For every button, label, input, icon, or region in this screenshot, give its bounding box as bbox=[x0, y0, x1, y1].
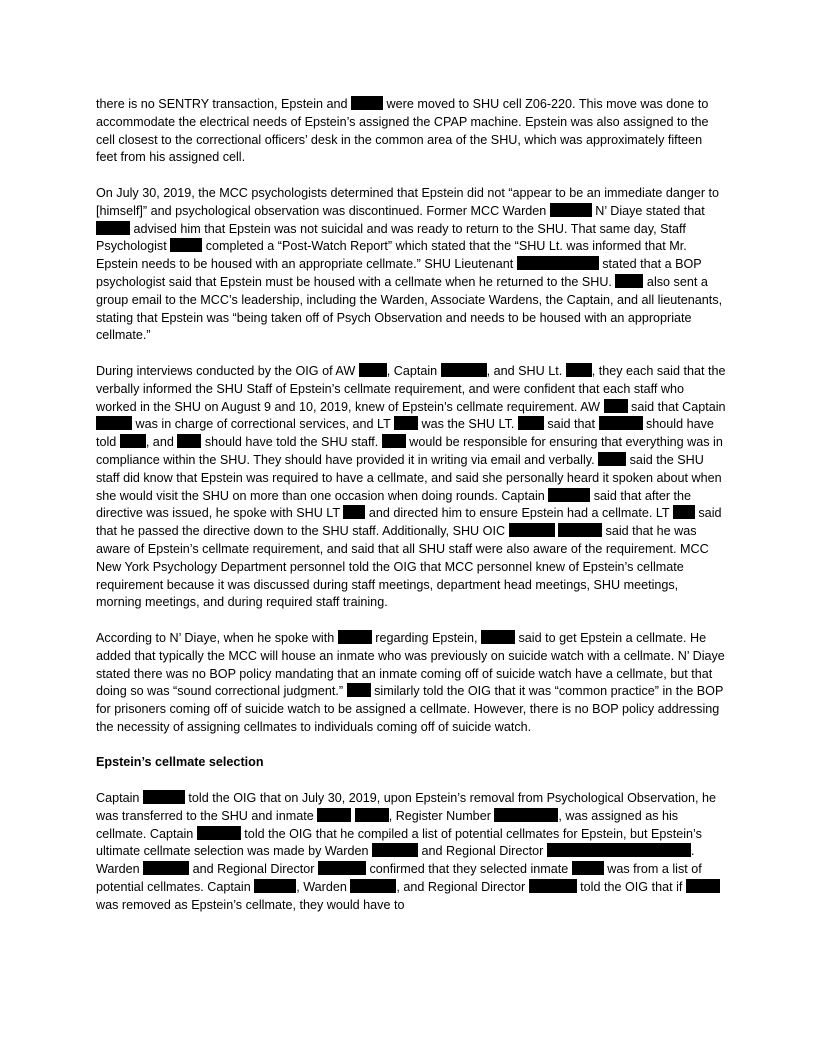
redaction-box bbox=[351, 96, 383, 110]
redaction-box bbox=[170, 238, 202, 252]
redaction-box bbox=[566, 363, 592, 377]
paragraph-oig-interviews: During interviews conducted by the OIG of AW , Captain , and SHU Lt. , they each said that the verbally informed the SHU Staff of Epstein’s cellmate requirement, and were confident that each staff who worked in the SHU on August 9 and 10, 2019, knew of Epstein’s cellmate requirement. AW said that Captain was in charge of correctional services, and LT was the SHU LT. said that should have told , and should have told the SHU staff. would be responsible for ensuring that everything was in compliance within the SHU. They should have provided it in writing via email and verbally. said the SHU staff did know that Epstein was required to have a cellmate, and said she personally heard it spoken about when she would visit the SHU on more than one occasion when doing rounds. Captain said that after the directive was issued, he spoke with SHU LT and directed him to ensure Epstein had a cellmate. LT said that he passed the directive down to the SHU staff. Additionally, SHU OIC said that he was aware of Epstein’s cellmate requirement, and said that all SHU staff were also aware of the requirement. MCC New York Psychology Department personnel told the OIG that MCC personnel knew of Epstein’s cellmate requirement because it was discussed during staff meetings, department head meetings, SHU meetings, morning meetings, and during required staff training. bbox=[96, 363, 726, 610]
redaction-box bbox=[509, 523, 555, 537]
redaction-box bbox=[598, 452, 626, 466]
redaction-box bbox=[317, 808, 351, 822]
paragraph-cellmate-selection: Captain told the OIG that on July 30, 2019, upon Epstein’s removal from Psychological Observation, he was transferred to the SHU and inmate , Register Number , was assigned as his cellmate. Captain told the OIG that he compiled a list of potential cellmates for Epstein, but Epstein’s ultimate cellmate selection was made by Warden and Regional Director . Warden and Regional Director confirmed that they selected inmate was from a list of potential cellmates. Captain , Warden , and Regional Director told the OIG that if was removed as Epstein’s cellmate, they would have to bbox=[96, 790, 726, 915]
redaction-box bbox=[394, 416, 418, 430]
redaction-box bbox=[254, 879, 296, 893]
redaction-box bbox=[350, 879, 396, 893]
redaction-box bbox=[550, 203, 592, 217]
redaction-box bbox=[547, 843, 691, 857]
redaction-box bbox=[673, 505, 695, 519]
document-page bbox=[96, 96, 726, 932]
paragraph-cpap-cell-move: there is no SENTRY transaction, Epstein and were moved to SHU cell Z06-220. This move was done to accommodate the electrical needs of Epstein’s assigned the CPAP machine. Epstein was also assigned to the cell closest to the correctional officers’ desk in the common area of the SHU, which was approximately fifteen feet from his assigned cell. bbox=[96, 97, 709, 165]
redaction-box bbox=[604, 399, 628, 413]
redaction-box bbox=[572, 861, 604, 875]
redaction-box bbox=[197, 826, 241, 840]
redaction-box bbox=[441, 363, 487, 377]
redaction-box bbox=[372, 843, 418, 857]
paragraph-ndiaye-cellmate-practice: According to N’ Diaye, when he spoke with regarding Epstein, said to get Epstein a cellmate. He added that typically the MCC will house an inmate who was previously on suicide watch with a cellmate. N’ Diaye stated there was no BOP policy mandating that an inmate coming off of suicide watch have a cellmate, but that doing so was “sound correctional judgment.” similarly told the OIG that it was “common practice” in the BOP for prisoners coming off of suicide watch to be assigned a cellmate. However, there is no BOP policy addressing the necessity of assigning cellmates to individuals coming off of suicide watch. bbox=[96, 630, 725, 734]
redaction-box bbox=[558, 523, 602, 537]
redaction-box bbox=[96, 416, 132, 430]
redaction-box bbox=[615, 274, 643, 288]
redaction-box bbox=[347, 683, 371, 697]
redaction-box bbox=[359, 363, 387, 377]
redaction-box bbox=[96, 221, 130, 235]
redaction-box bbox=[518, 416, 544, 430]
redaction-box bbox=[143, 861, 189, 875]
redaction-box bbox=[120, 434, 146, 448]
redaction-box bbox=[355, 808, 389, 822]
redaction-box bbox=[599, 416, 643, 430]
section-heading: Epstein’s cellmate selection bbox=[96, 755, 264, 770]
redaction-box bbox=[343, 505, 365, 519]
redaction-box bbox=[143, 790, 185, 804]
redaction-box bbox=[548, 488, 590, 502]
redaction-box bbox=[494, 808, 558, 822]
redaction-box bbox=[338, 630, 372, 644]
redaction-box bbox=[686, 879, 720, 893]
redaction-box bbox=[382, 434, 406, 448]
paragraph-psych-observation: On July 30, 2019, the MCC psychologists determined that Epstein did not “appear to be an immediate danger to [himself]” and psychological observation was discontinued. Former MCC Warden N’ Diaye stated that advised him that Epstein was not suicidal and was ready to return to the SHU. That same day, Staff Psychologist completed a “Post-Watch Report” which stated that the “SHU Lt. was informed that Mr. Epstein needs to be housed with an appropriate cellmate.” SHU Lieutenant stated that a BOP psychologist said that Epstein must be housed with a cellmate when he returned to the SHU. also sent a group email to the MCC’s leadership, including the Warden, Associate Wardens, the Captain, and all lieutenants, stating that Epstein was “being taken off of Psych Observation and needs to be housed with an appropriate cellmate.” bbox=[96, 185, 723, 343]
redaction-box bbox=[529, 879, 577, 893]
redaction-box bbox=[318, 861, 366, 875]
redaction-box bbox=[517, 256, 599, 270]
redaction-box bbox=[481, 630, 515, 644]
redaction-box bbox=[177, 434, 201, 448]
